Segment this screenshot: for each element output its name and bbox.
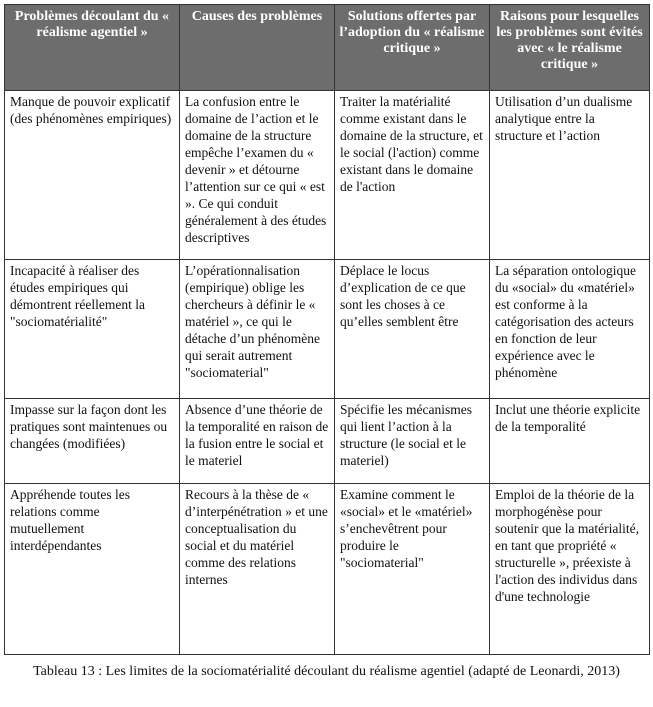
table-header-row xyxy=(5,5,650,91)
table-row xyxy=(5,399,650,484)
header-reasons: Raisons pour lesquelles les problèmes sont évités avec « le réalisme critique » xyxy=(490,5,650,91)
cell-problem: Impasse sur la façon dont les pratiques sont maintenues ou changées (modifiées) xyxy=(5,399,180,484)
cell-cause: L’opérationnalisation (empirique) oblige les chercheurs à définir le « matériel », ce qui le détache d’un phénomène qui serait autrement "sociomaterial" xyxy=(180,260,335,399)
table-row xyxy=(5,91,650,260)
table-row xyxy=(5,484,650,655)
comparison-table xyxy=(4,4,650,655)
cell-reason: Inclut une théorie explicite de la temporalité xyxy=(490,399,650,484)
header-solutions: Solutions offertes par l’adoption du « réalisme critique » xyxy=(335,5,490,91)
cell-reason: Emploi de la théorie de la morphogénèse pour soutenir que la matérialité, en tant que propriété « structurelle », préexiste à l'action des individus dans d'une technologie xyxy=(490,484,650,655)
cell-solution: Traiter la matérialité comme existant dans le domaine de la structure, et le social (l'action) comme existant dans le domaine de l'action xyxy=(335,91,490,260)
cell-solution: Spécifie les mécanismes qui lient l’action à la structure (le social et le materiel) xyxy=(335,399,490,484)
cell-problem: Incapacité à réaliser des études empiriques qui démontrent réellement la "sociomatérialité" xyxy=(5,260,180,399)
cell-solution: Déplace le locus d’explication de ce que sont les choses à ce qu’elles semblent être xyxy=(335,260,490,399)
cell-cause: Absence d’une théorie de la temporalité en raison de la fusion entre le social et le materiel xyxy=(180,399,335,484)
cell-cause: La confusion entre le domaine de l’action et le domaine de la structure empêche l’examen du « devenir » et détourne l’attention sur ce qui « est ». Ce qui conduit généralement à des études descriptives xyxy=(180,91,335,260)
cell-problem: Manque de pouvoir explicatif (des phénomènes empiriques) xyxy=(5,91,180,260)
cell-problem: Appréhende toutes les relations comme mutuellement interdépendantes xyxy=(5,484,180,655)
header-problems: Problèmes découlant du « réalisme agentiel » xyxy=(5,5,180,91)
cell-solution: Examine comment le «social» et le «matériel» s’enchevêtrent pour produire le "sociomaterial" xyxy=(335,484,490,655)
table-row xyxy=(5,260,650,399)
cell-reason: La séparation ontologique du «social» du «matériel» est conforme à la catégorisation des acteurs en fonction de leur expérience avec le phénomène xyxy=(490,260,650,399)
cell-reason: Utilisation d’un dualisme analytique entre la structure et l’action xyxy=(490,91,650,260)
table-caption: Tableau 13 : Les limites de la sociomatérialité découlant du réalisme agentiel (adapté de Leonardi, 2013) xyxy=(33,664,620,679)
header-causes: Causes des problèmes xyxy=(180,5,335,91)
cell-cause: Recours à la thèse de « d’interpénétration » et une conceptualisation du social et du matériel comme des relations internes xyxy=(180,484,335,655)
